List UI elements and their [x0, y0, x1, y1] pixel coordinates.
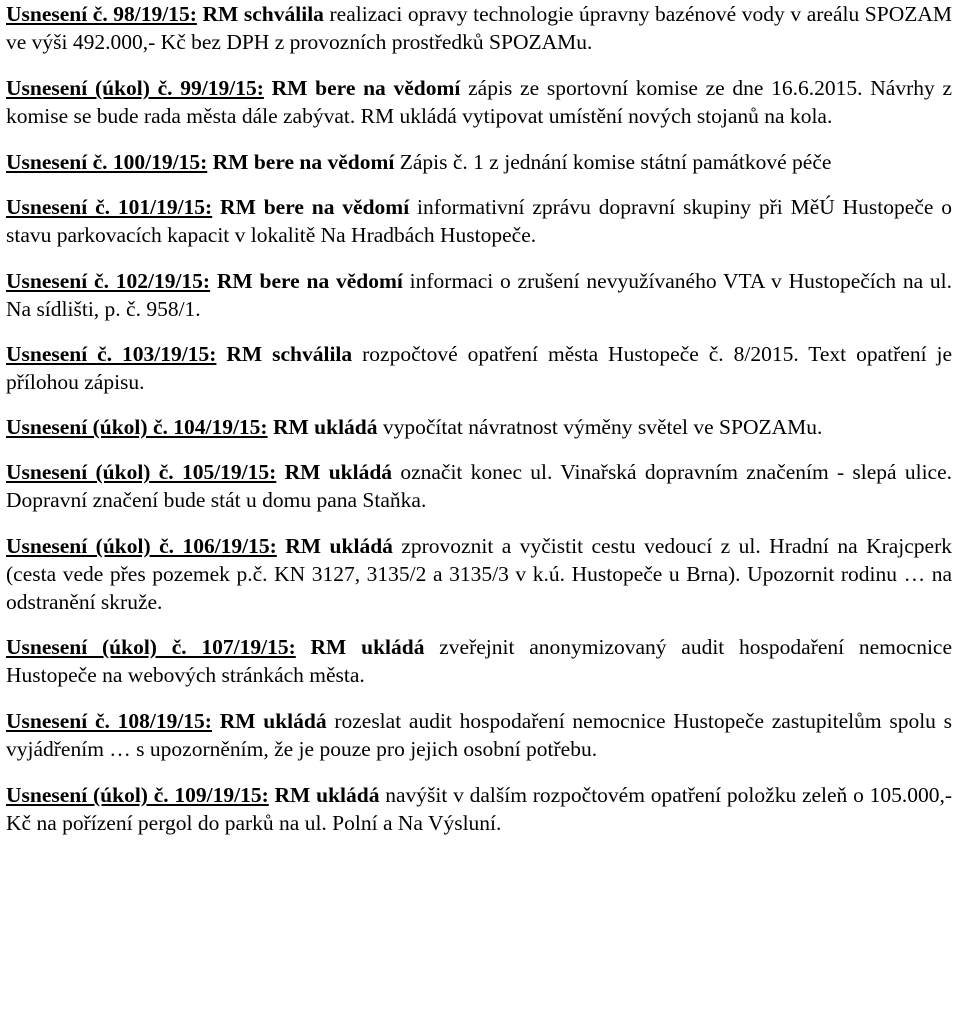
resolution-98 [6, 0, 952, 56]
resolution-action: RM bere na vědomí [216, 269, 403, 293]
resolution-label: Usnesení (úkol) č. 107/19/15: [6, 635, 296, 659]
resolution-action: RM ukládá [219, 709, 327, 733]
resolution-101 [6, 193, 952, 249]
resolution-text: informaci o zrušení nevyužívaného VTA v Hustopečích na ul. Na sídlišti, p. č. 958/1. [6, 269, 953, 321]
resolution-action: RM schválila [226, 342, 353, 366]
resolution-action: RM ukládá [310, 635, 425, 659]
resolution-label: Usnesení (úkol) č. 109/19/15: [6, 783, 269, 807]
resolution-action: RM bere na vědomí [212, 150, 395, 174]
resolution-text: rozpočtové opatření města Hustopeče č. 8/2015. Text opatření je přílohou zápisu. [6, 342, 953, 394]
resolution-label: Usnesení (úkol) č. 104/19/15: [6, 415, 268, 439]
resolution-109 [6, 781, 952, 837]
resolution-text: navýšit v dalším rozpočtovém opatření položku zeleň o 105.000,- Kč na pořízení pergol do parků na ul. Polní a Na Výsluní. [6, 783, 952, 835]
resolution-label: Usnesení č. 103/19/15: [6, 342, 217, 366]
resolution-label: Usnesení č. 101/19/15: [6, 195, 213, 219]
resolution-102 [6, 267, 952, 323]
resolution-text: zprovoznit a vyčistit cestu vedoucí z ul. Hradní na Krajcperk (cesta vede přes pozemek p.č. KN 3127, 3135/2 a 3135/3 v k.ú. Hustopeče u Brna). Upozornit rodinu … na odstranění skruže. [6, 534, 953, 614]
resolution-action: RM ukládá [284, 460, 393, 484]
resolution-text: zápis ze sportovní komise ze dne 16.6.2015. Návrhy z komise se bude rada města dále zabývat. RM ukládá vytipovat umístění nových stojanů na kola. [6, 76, 953, 128]
resolution-action: RM ukládá [274, 783, 380, 807]
resolution-label: Usnesení č. 108/19/15: [6, 709, 212, 733]
resolution-action: RM bere na vědomí [220, 195, 410, 219]
resolution-action: RM schválila [202, 2, 324, 26]
resolution-label: Usnesení č. 102/19/15: [6, 269, 211, 293]
resolution-107 [6, 633, 952, 689]
resolution-label: Usnesení (úkol) č. 99/19/15: [6, 76, 264, 100]
resolution-label: Usnesení (úkol) č. 105/19/15: [6, 460, 277, 484]
resolution-action: RM ukládá [285, 534, 393, 558]
resolution-text: označit konec ul. Vinařská dopravním značením - slepá ulice. Dopravní značení bude stát u domu pana Staňka. [6, 460, 953, 512]
resolution-text: vypočítat návratnost výměny světel ve SPOZAMu. [377, 415, 823, 439]
resolution-action: RM bere na vědomí [271, 76, 461, 100]
resolution-104 [6, 413, 952, 441]
resolution-99 [6, 74, 952, 130]
resolution-106 [6, 532, 952, 616]
resolution-label: Usnesení (úkol) č. 106/19/15: [6, 534, 277, 558]
resolution-label: Usnesení č. 100/19/15: [6, 150, 208, 174]
resolution-text: Zápis č. 1 z jednání komise státní památkové péče [394, 150, 832, 174]
resolution-105 [6, 458, 952, 514]
resolution-100 [6, 148, 952, 176]
resolution-103 [6, 340, 952, 396]
resolution-text: informativní zprávu dopravní skupiny při MěÚ Hustopeče o stavu parkovacích kapacit v lokalitě Na Hradbách Hustopeče. [6, 195, 952, 247]
resolution-text: zveřejnit anonymizovaný audit hospodaření nemocnice Hustopeče na webových stránkách města. [6, 635, 953, 687]
resolution-action: RM ukládá [272, 415, 378, 439]
resolution-108 [6, 707, 952, 763]
resolution-label: Usnesení č. 98/19/15: [6, 2, 197, 26]
resolution-text: realizaci opravy technologie úpravny bazénové vody v areálu SPOZAM ve výši 492.000,- Kč bez DPH z provozních prostředků SPOZAMu. [6, 2, 953, 54]
resolution-text: rozeslat audit hospodaření nemocnice Hustopeče zastupitelům spolu s vyjádřením … s upozorněním, že je pouze pro jejich osobní potřebu. [6, 709, 953, 761]
